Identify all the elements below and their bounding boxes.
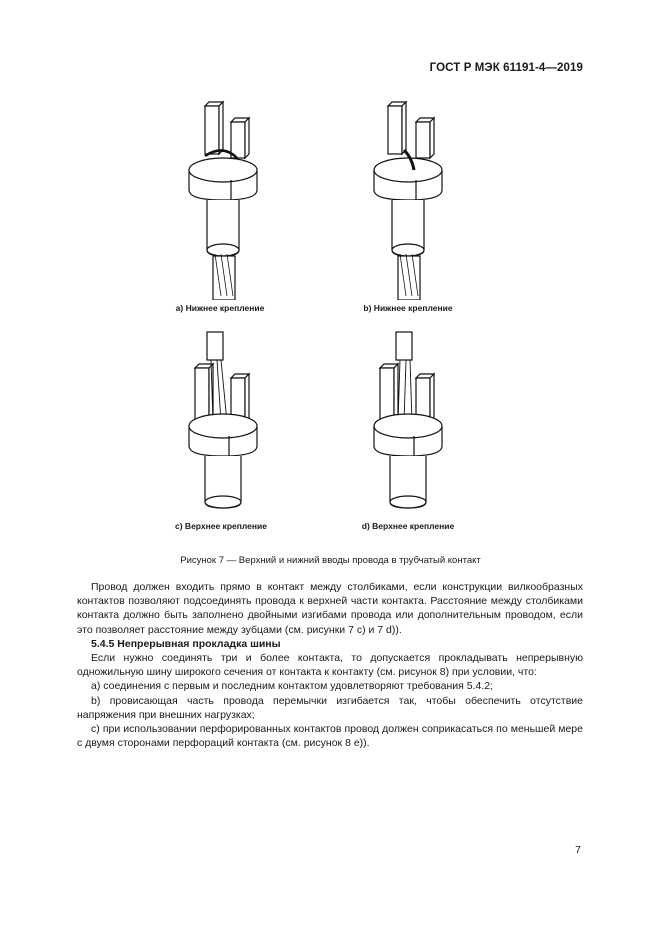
list-item-b: b) провисающая часть провода перемычки изгибается так, чтобы обеспечить отсутствие напряжения при внешних нагрузках; xyxy=(77,694,583,721)
figure-d-illustration xyxy=(360,330,480,530)
figure-c-illustration xyxy=(175,330,295,530)
figure-d-label: d) Верхнее крепление xyxy=(361,521,455,531)
terminal-bottom-entry-drawing xyxy=(175,100,295,300)
terminal-top-entry-drawing xyxy=(175,330,295,530)
document-header: ГОСТ Р МЭК 61191-4—2019 xyxy=(429,62,583,74)
figure-c-label: c) Верхнее крепление xyxy=(175,521,267,531)
paragraph-wire-entry: Провод должен входить прямо в контакт между столбиками, если конструкции вилкообразных контактов позволяют подсоединять провода к верхней части контакта. Расстояние между столбиками контакта должно быть заполнено двойными изгибами провода или дополнительным проводом, если это позволяет расстояние между зубцами (см. рисунки 7 c) и 7 d)). xyxy=(77,581,583,636)
figure-b-label: b) Нижнее крепление xyxy=(363,303,453,313)
page-number: 7 xyxy=(575,844,581,856)
section-heading: 5.4.5 Непрерывная прокладка шины xyxy=(91,637,281,650)
figure-caption: Рисунок 7 — Верхний и нижний вводы провода в трубчатый контакт xyxy=(180,555,481,566)
paragraph-continuous-bus: Если нужно соединять три и более контакта, то допускается прокладывать непрерывную одножильную шину широкого сечения от контакта к контакту (см. рисунок 8) при условии, что: xyxy=(77,652,583,679)
figure-a-illustration xyxy=(175,100,295,300)
list-item-a: a) соединения с первым и последним контактом удовлетворяют требования 5.4.2; xyxy=(91,680,494,693)
figure-a-label: a) Нижнее крепление xyxy=(175,303,265,313)
body-text xyxy=(77,580,583,750)
terminal-bottom-entry-drawing xyxy=(360,100,480,300)
terminal-top-entry-drawing xyxy=(360,330,480,530)
figure-b-illustration xyxy=(360,100,480,300)
list-item-c: c) при использовании перфорированных контактов провод должен соприкасаться по меньшей мере с двумя сторонами перфораций контакта (см. рисунок 8 e)). xyxy=(77,723,583,750)
